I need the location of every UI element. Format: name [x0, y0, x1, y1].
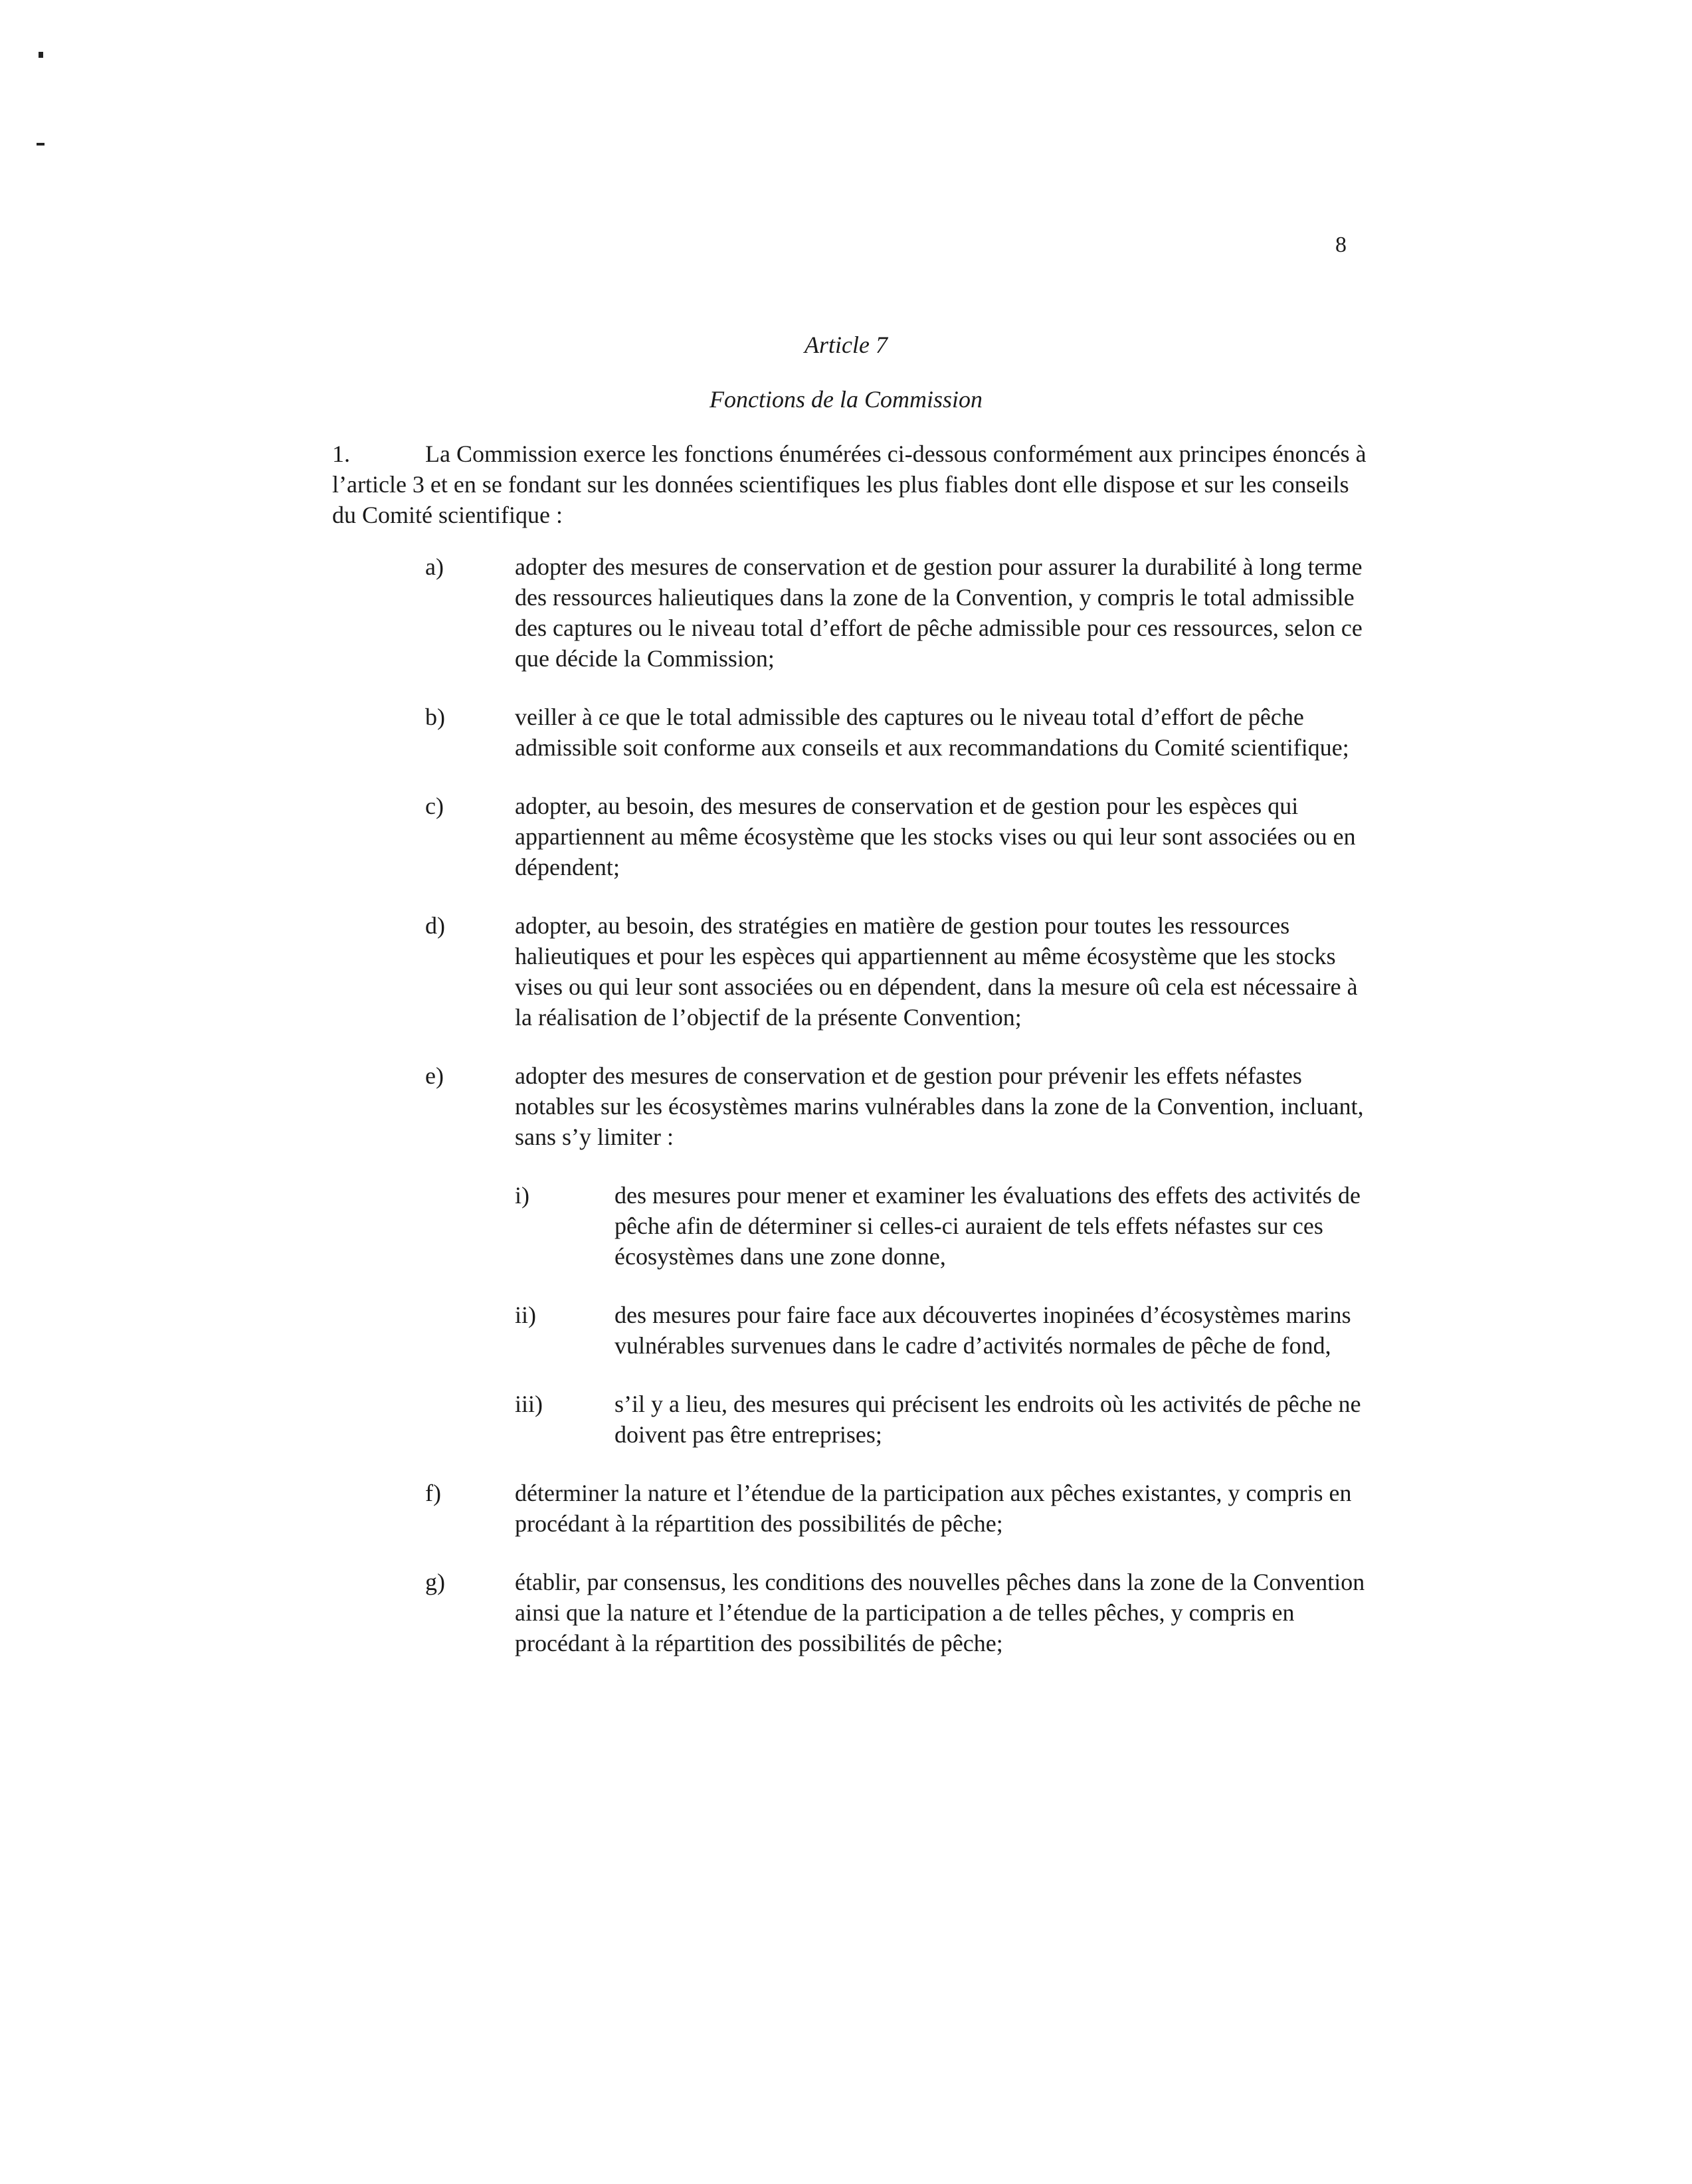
item-label: b) — [425, 704, 445, 730]
item-text-group — [515, 1060, 1378, 1450]
list-item-d — [332, 910, 1395, 1033]
item-text: adopter, au besoin, des stratégies en matière de gestion pour toutes les ressources halieutiques et pour les espèces qui appartiennent au même écosystème que les stocks vises ou qui leur sont associées ou en dépendent, dans la mesure oû cela est nécessaire à la réalisation de l’objectif de la présente Convention; — [515, 912, 1358, 1031]
list-item-g — [332, 1567, 1395, 1658]
item-text: adopter des mesures de conservation et de gestion pour prévenir les effets néfastes notables sur les écosystèmes marins vulnérables dans la zone de la Convention, incluant, sans s’y limiter : — [515, 1062, 1364, 1150]
list-item-f — [332, 1478, 1395, 1539]
item-label: e) — [425, 1062, 444, 1089]
item-text: déterminer la nature et l’étendue de la participation aux pêches existantes, y compris en procédant à la répartition des possibilités de pêche; — [515, 1480, 1352, 1537]
item-label: c) — [425, 793, 444, 819]
subitem-label: iii) — [515, 1391, 543, 1417]
subitem-ii — [515, 1300, 1378, 1361]
scan-speck — [37, 143, 45, 146]
list-item-c — [332, 791, 1395, 882]
scan-speck — [39, 52, 43, 58]
subitem-i — [515, 1180, 1378, 1272]
paragraph-text: La Commission exerce les fonctions énumérées ci-dessous conformément aux principes énoncés à l’article 3 et en se fondant sur les données scientifiques les plus fiables dont elle dispose et sur les conseils du Comité scientifique : — [332, 441, 1366, 528]
subitem-text: s’il y a lieu, des mesures qui précisent les endroits où les activités de pêche ne doivent pas être entreprises; — [614, 1391, 1361, 1448]
list-item-a — [332, 551, 1395, 674]
article-title-text: Article 7 — [804, 332, 888, 358]
subitem-label: ii) — [515, 1302, 536, 1328]
paragraph-1 — [332, 439, 1368, 530]
item-list — [332, 551, 1395, 1686]
subitem-iii — [515, 1389, 1378, 1450]
list-item-b — [332, 702, 1395, 763]
item-text: établir, par consensus, les conditions des nouvelles pêches dans la zone de la Convention ainsi que la nature et l’étendue de la participation a de telles pêches, y compris en procédant à la répartition des possibilités de pêche; — [515, 1569, 1365, 1656]
subitem-list — [515, 1180, 1378, 1450]
item-text: adopter des mesures de conservation et de gestion pour assurer la durabilité à long terme des ressources halieutiques dans la zone de la Convention, y compris le total admissible des captures ou le niveau total d’effort de pêche admissible pour ces ressources, selon ce que décide la Commission; — [515, 553, 1363, 672]
item-label: a) — [425, 553, 444, 580]
item-text: veiller à ce que le total admissible des captures ou le niveau total d’effort de pêche admissible soit conforme aux conseils et aux recommandations du Comité scientifique; — [515, 704, 1349, 761]
article-title — [0, 331, 1692, 359]
page-number: 8 — [1335, 233, 1347, 257]
list-item-e — [332, 1060, 1395, 1450]
item-label: d) — [425, 912, 445, 939]
subitem-text: des mesures pour faire face aux découvertes inopinées d’écosystèmes marins vulnérables survenues dans le cadre d’activités normales de pêche de fond, — [614, 1302, 1351, 1359]
item-text: adopter, au besoin, des mesures de conservation et de gestion pour les espèces qui appartiennent au même écosystème que les stocks vises ou qui leur sont associées ou en dépendent; — [515, 793, 1356, 880]
paragraph-number: 1. — [332, 441, 350, 467]
item-label: g) — [425, 1569, 445, 1595]
subitem-label: i) — [515, 1182, 529, 1209]
article-heading: Fonctions de la Commission — [709, 386, 983, 413]
subitem-text: des mesures pour mener et examiner les évaluations des effets des activités de pêche afin de déterminer si celles-ci auraient de tels effets néfastes sur ces écosystèmes dans une zone donne, — [614, 1182, 1361, 1270]
item-label: f) — [425, 1480, 441, 1506]
